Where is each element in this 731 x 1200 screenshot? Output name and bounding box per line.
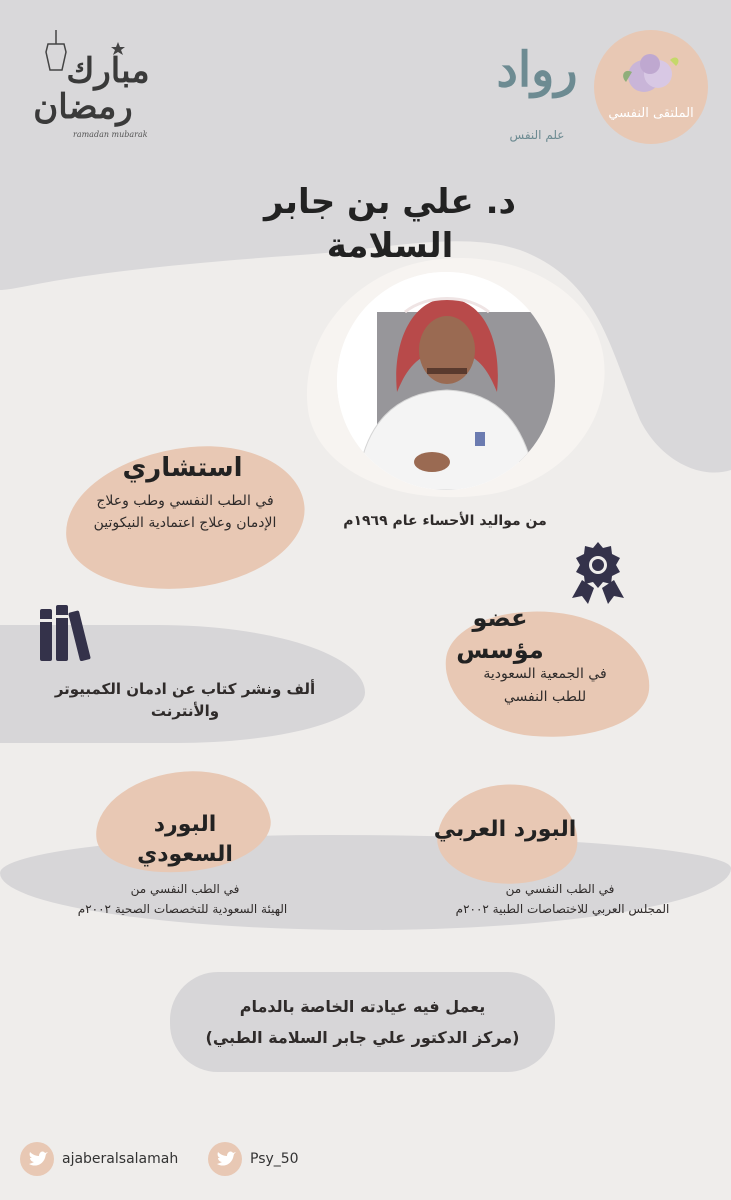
- rowad-logo-text: رواد: [496, 42, 578, 98]
- saudi-board-line1: في الطب النفسي من: [130, 882, 240, 896]
- doctor-photo: [337, 272, 555, 490]
- consultant-title: استشاري: [122, 453, 243, 483]
- rowad-logo: [492, 30, 582, 150]
- twitter-icon[interactable]: [208, 1142, 242, 1176]
- ramadan-logo-line2: رمضان: [33, 87, 133, 127]
- birth-info: من مواليد الأحساء عام ١٩٦٩م: [343, 513, 547, 529]
- clinic-blob: [170, 972, 555, 1072]
- arab-board-line1: في الطب النفسي من: [505, 882, 615, 896]
- ramadan-logo-latin: ramadan mubarak: [73, 130, 148, 139]
- consultant-line1: في الطب النفسي وطب وعلاج: [96, 493, 274, 509]
- clinic-line1: يعمل فيه عيادته الخاصة بالدمام: [239, 997, 486, 1016]
- twitter-bird-glyph: [20, 1142, 54, 1176]
- founding-member-line1: في الجمعية السعودية: [483, 666, 607, 682]
- twitter-handle-1[interactable]: ajaberalsalamah: [62, 1151, 179, 1167]
- book-text: ألف ونشر كتاب عن ادمان الكمبيوتر والأنترنت: [54, 680, 316, 720]
- rowad-logo-caption: علم النفس: [509, 128, 565, 142]
- multaqa-logo-caption: الملتقى النفسي: [608, 106, 694, 121]
- saudi-board-title: البورد السعودي: [137, 812, 233, 867]
- multaqa-logo: [594, 30, 708, 144]
- footer: [0, 1140, 731, 1180]
- consultant-line2: الإدمان وعلاج اعتمادية النيكوتين: [93, 515, 277, 531]
- flower-icon: [616, 46, 686, 106]
- arab-board-line2: المجلس العربي للاختصاصات الطبية ٢٠٠٢م: [455, 902, 670, 916]
- award-ribbon-icon: [566, 540, 630, 604]
- founding-member-line2: للطب النفسي: [503, 689, 587, 705]
- doctor-name: د. علي بن جابر السلامة: [264, 182, 516, 266]
- ramadan-logo-line1: مبارك: [66, 51, 150, 91]
- doctor-portrait-image: [337, 272, 555, 490]
- ramadan-mubarak-logo: [18, 30, 168, 145]
- saudi-board-line2: الهيئة السعودية للتخصصات الصحية ٢٠٠٢م: [77, 902, 288, 916]
- clinic-line2: (مركز الدكتور علي جابر السلامة الطبي): [205, 1028, 520, 1047]
- twitter-handle-2[interactable]: Psy_50: [250, 1151, 299, 1167]
- books-icon: [38, 605, 98, 661]
- twitter-bird-glyph: [208, 1142, 242, 1176]
- arab-board-title: البورد العربي: [433, 817, 577, 842]
- founding-member-title: عضو مؤسس: [456, 604, 544, 664]
- twitter-icon[interactable]: [20, 1142, 54, 1176]
